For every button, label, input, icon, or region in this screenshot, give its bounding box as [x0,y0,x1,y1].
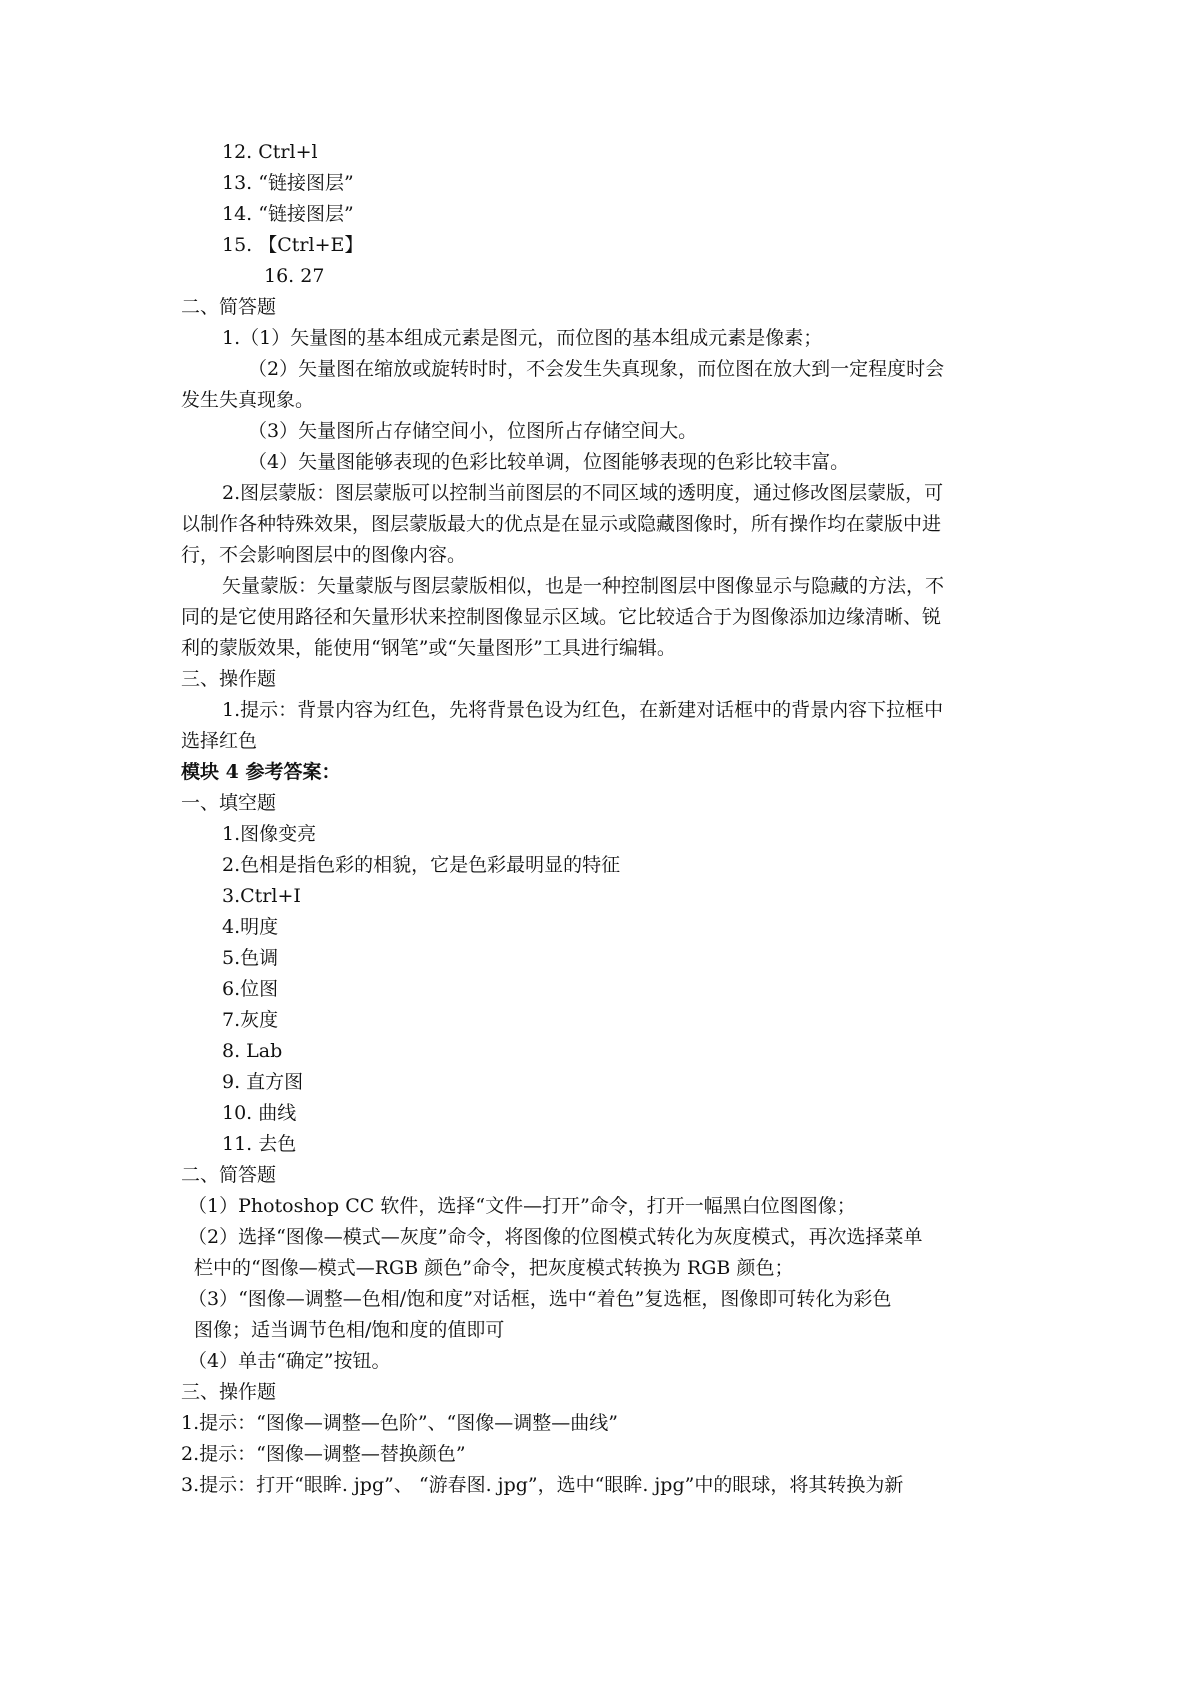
practical-hint-line: 1.提示：“图像—调整—色阶”、“图像—调整—曲线” [181,1412,618,1434]
fill-answer: 9. 直方图 [222,1071,304,1093]
answer-paragraph-line: 1.提示：背景内容为红色，先将背景色设为红色，在新建对话框中的背景内容下拉框中 [222,699,944,721]
practical-hint-line: 2.提示：“图像—调整—替换颜色” [181,1443,466,1465]
answer-paragraph-line: 发生失真现象。 [181,389,315,411]
fill-answer: 4.明度 [222,916,279,938]
fill-answer: 6.位图 [222,978,279,1000]
answer-paragraph-line: （2）矢量图在缩放或旋转时时，不会发生失真现象，而位图在放大到一定程度时会 [248,358,945,380]
fill-answer: 3.Ctrl+I [222,885,301,907]
fill-answer-15: 15. 【Ctrl+E】 [222,234,364,256]
fill-answer: 8. Lab [222,1040,283,1062]
answer-paragraph-line: （3）“图像—调整—色相/饱和度”对话框，选中“着色”复选框，图像即可转化为彩色 [188,1288,892,1310]
practical-hint-line: 3.提示：打开“眼眸. jpg”、 “游春图. jpg”，选中“眼眸. jpg”中的眼球，将其转换为新 [181,1474,904,1496]
fill-answer: 10. 曲线 [222,1102,297,1124]
section-heading-fill: 一、填空题 [181,792,277,814]
answer-paragraph-line: 利的蒙版效果，能使用“钢笔”或“矢量图形”工具进行编辑。 [181,637,676,659]
answer-paragraph-line: 以制作各种特殊效果，图层蒙版最大的优点是在显示或隐藏图像时，所有操作均在蒙版中进 [181,513,942,535]
fill-answer-16: 16. 27 [264,265,325,287]
answer-paragraph-line: 1.（1）矢量图的基本组成元素是图元，而位图的基本组成元素是像素； [222,327,823,349]
answer-paragraph-line: 矢量蒙版：矢量蒙版与图层蒙版相似，也是一种控制图层中图像显示与隐藏的方法，不 [222,575,945,597]
answer-paragraph-line: （3）矢量图所占存储空间小，位图所占存储空间大。 [248,420,698,442]
fill-answer: 7.灰度 [222,1009,279,1031]
fill-answer-14: 14. “链接图层” [222,203,354,225]
answer-paragraph-line: 栏中的“图像—模式—RGB 颜色”命令，把灰度模式转换为 RGB 颜色； [194,1257,794,1279]
section-heading-practical: 三、操作题 [181,668,277,690]
fill-answer-13: 13. “链接图层” [222,172,354,194]
section-heading-short-answer: 二、简答题 [181,296,277,318]
answer-paragraph-line: 行，不会影响图层中的图像内容。 [181,544,467,566]
section-heading-short-answer-2: 二、简答题 [181,1164,277,1186]
fill-answer: 2.色相是指色彩的相貌，它是色彩最明显的特征 [222,854,621,876]
answer-paragraph-line: 图像；适当调节色相/饱和度的值即可 [194,1319,505,1341]
fill-answer: 5.色调 [222,947,279,969]
answer-paragraph-line: （4）矢量图能够表现的色彩比较单调，位图能够表现的色彩比较丰富。 [248,451,850,473]
answer-paragraph-line: （2）选择“图像—模式—灰度”命令，将图像的位图模式转化为灰度模式，再次选择菜单 [188,1226,923,1248]
fill-answer: 11. 去色 [222,1133,297,1155]
fill-answer: 1.图像变亮 [222,823,317,845]
answer-paragraph-line: （4）单击“确定”按钮。 [188,1350,391,1372]
section-heading-practical-2: 三、操作题 [181,1381,277,1403]
answer-paragraph-line: （1）Photoshop CC 软件，选择“文件—打开”命令，打开一幅黑白位图图像； [188,1195,856,1217]
answer-paragraph-line: 2.图层蒙版：图层蒙版可以控制当前图层的不同区域的透明度，通过修改图层蒙版，可 [222,482,944,504]
module-heading: 模块 4 参考答案： [181,761,341,783]
fill-answer-12: 12. Ctrl+l [222,141,318,163]
answer-paragraph-line: 同的是它使用路径和矢量形状来控制图像显示区域。它比较适合于为图像添加边缘清晰、锐 [181,606,942,628]
answer-paragraph-line: 选择红色 [181,730,258,752]
